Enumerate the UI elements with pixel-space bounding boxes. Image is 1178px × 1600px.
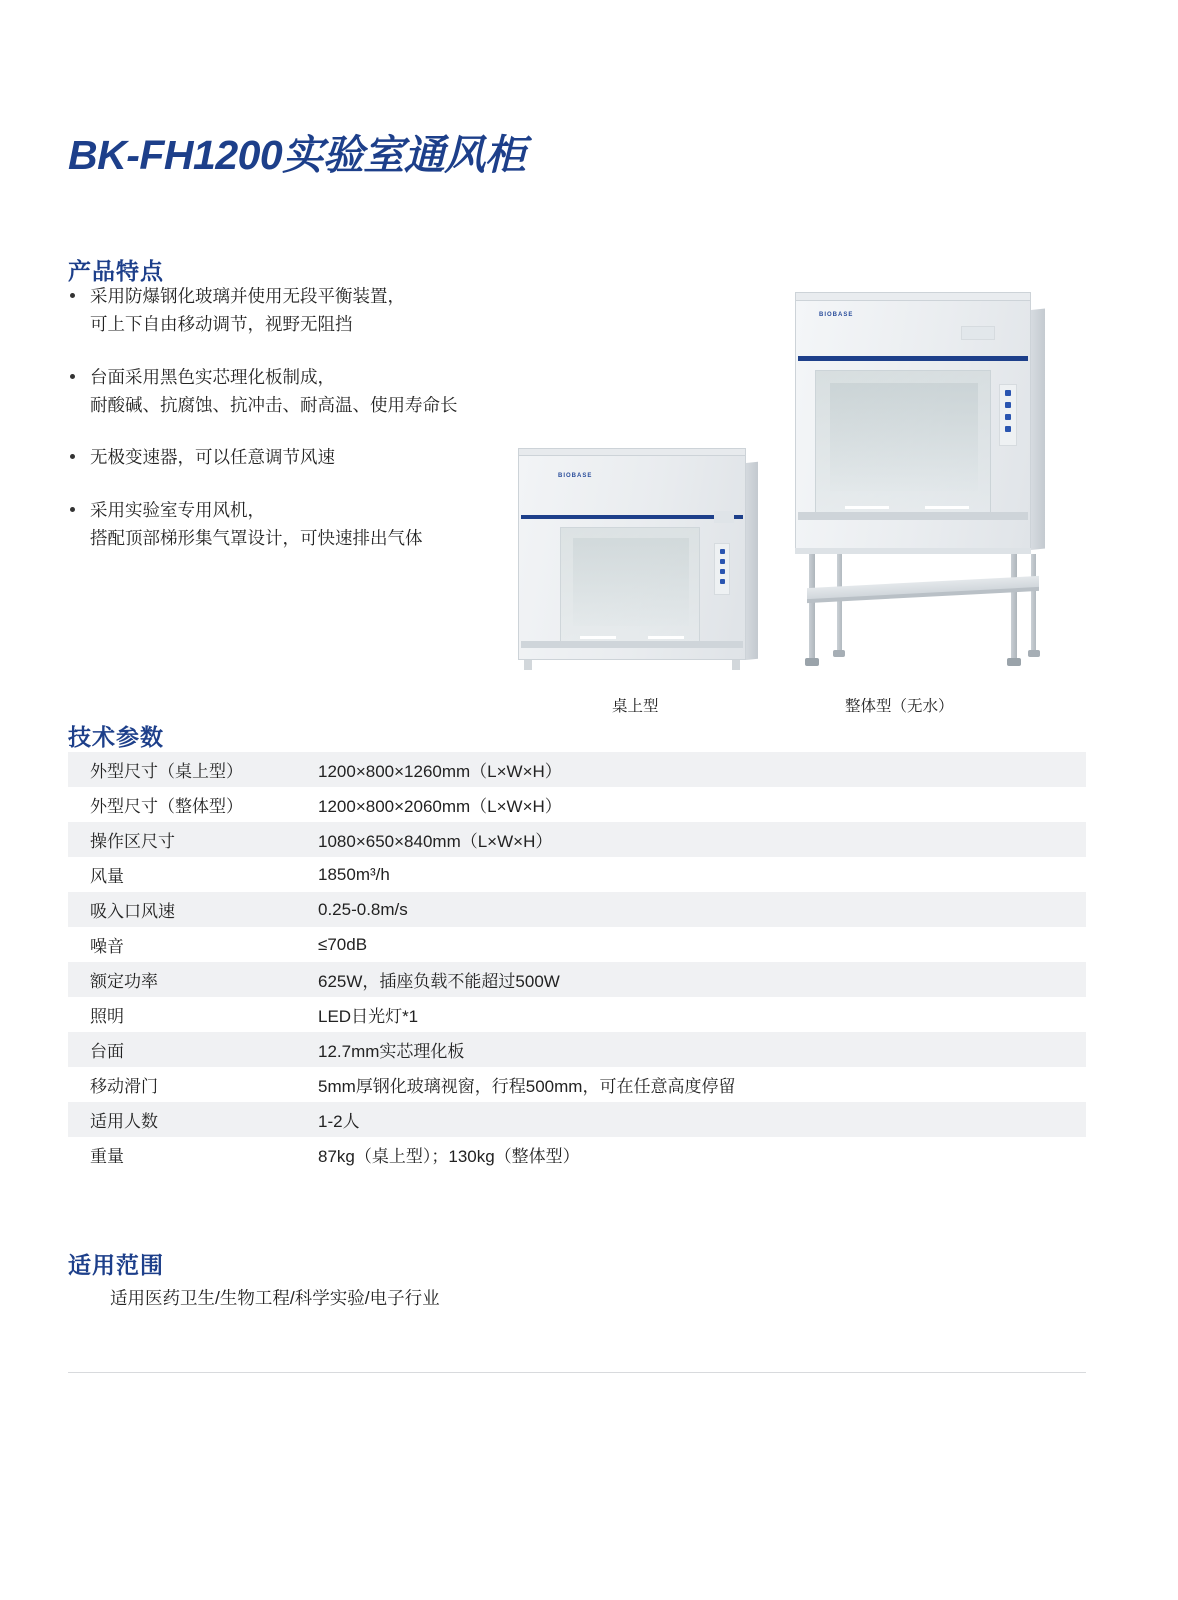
control-button-icon xyxy=(720,559,725,564)
control-button-icon xyxy=(720,579,725,584)
spec-value: 625W，插座负载不能超过500W xyxy=(318,972,560,991)
control-button-icon xyxy=(1005,426,1011,432)
control-button-icon xyxy=(1005,402,1011,408)
specs-section-heading: 技术参数 xyxy=(68,724,164,751)
table-row xyxy=(68,787,1086,822)
feature-line: 无极变速器，可以任意调节风速 xyxy=(90,447,335,468)
desktop-model-worktop xyxy=(521,641,743,648)
spec-key: 噪音 xyxy=(90,937,124,956)
full-model-glass-inner xyxy=(830,383,978,491)
table-row xyxy=(68,822,1086,857)
scope-section-heading: 适用范围 xyxy=(68,1252,164,1279)
full-model-foot xyxy=(805,658,819,666)
specifications-table xyxy=(68,752,1086,1172)
full-model-worktop xyxy=(798,512,1028,520)
caption-full-model: 整体型（无水） xyxy=(845,698,954,715)
table-row xyxy=(68,1067,1086,1102)
full-model-vent-slot xyxy=(925,506,969,509)
spec-value: 87kg（桌上型）；130kg（整体型） xyxy=(318,1147,580,1166)
spec-key: 移动滑门 xyxy=(90,1077,158,1096)
spec-key: 适用人数 xyxy=(90,1112,158,1131)
spec-key: 风量 xyxy=(90,867,124,886)
spec-value: 5mm厚钢化玻璃视窗，行程500mm，可在任意高度停留 xyxy=(318,1077,736,1096)
desktop-model-vent-slot xyxy=(580,636,616,639)
spec-key: 外型尺寸（桌上型） xyxy=(90,762,243,781)
control-button-icon xyxy=(720,549,725,554)
full-model-vent-slot xyxy=(845,506,889,509)
spec-key: 重量 xyxy=(90,1147,124,1166)
desktop-model-foot xyxy=(524,660,532,670)
full-model-illustration xyxy=(785,280,1045,680)
full-model-stand-leg xyxy=(1031,554,1036,652)
feature-line: 耐酸碱、抗腐蚀、抗冲击、耐高温、使用寿命长 xyxy=(90,395,458,416)
spec-value: 1200×800×2060mm（L×W×H） xyxy=(318,797,562,816)
desktop-model-glass-sash xyxy=(560,527,700,647)
desktop-model-foot xyxy=(732,660,740,670)
desktop-model-side-panel xyxy=(746,462,758,660)
feature-line: 搭配顶部梯形集气罩设计，可快速排出气体 xyxy=(90,528,423,549)
full-model-foot xyxy=(1028,650,1040,657)
table-row xyxy=(68,997,1086,1032)
table-row xyxy=(68,962,1086,997)
product-image xyxy=(500,280,1110,710)
full-model-base xyxy=(795,548,1031,554)
brand-logo: BIOBASE xyxy=(558,473,593,479)
spec-value: 12.7mm实芯理化板 xyxy=(318,1042,465,1061)
spec-key: 外型尺寸（整体型） xyxy=(90,797,243,816)
full-model-stand-leg xyxy=(1011,554,1017,660)
spec-key: 吸入口风速 xyxy=(90,902,175,921)
full-model-accent-stripe xyxy=(798,356,1028,361)
footer-divider xyxy=(68,1372,1086,1373)
spec-value: 1-2人 xyxy=(318,1112,360,1131)
spec-value: 1850m³/h xyxy=(318,864,390,884)
table-row xyxy=(68,1137,1086,1172)
table-row xyxy=(68,857,1086,892)
features-section-heading: 产品特点 xyxy=(68,258,164,285)
spec-value: ≤70dB xyxy=(318,934,368,954)
spec-value: 1080×650×840mm（L×W×H） xyxy=(318,832,553,851)
spec-key: 照明 xyxy=(90,1007,124,1026)
feature-line: 台面采用黑色实芯理化板制成， xyxy=(90,366,335,387)
full-model-stand-leg xyxy=(837,554,842,652)
feature-line: 采用防爆钢化玻璃并使用无段平衡装置， xyxy=(90,286,405,306)
control-button-icon xyxy=(720,569,725,574)
desktop-model-vent-slot xyxy=(648,636,684,639)
spec-value: 1200×800×1260mm（L×W×H） xyxy=(318,762,562,781)
full-model-side-panel xyxy=(1031,309,1045,550)
full-model-stand-leg xyxy=(809,554,815,660)
table-row xyxy=(68,1102,1086,1137)
feature-line: 采用实验室专用风机， xyxy=(90,499,265,520)
spec-key: 操作区尺寸 xyxy=(90,832,175,851)
control-button-icon xyxy=(1005,390,1011,396)
spec-key: 额定功率 xyxy=(90,972,158,991)
control-button-icon xyxy=(1005,414,1011,420)
full-model-label-sticker xyxy=(961,326,995,340)
caption-desktop-model: 桌上型 xyxy=(612,698,659,715)
scope-text: 适用医药卫生/生物工程/科学实验/电子行业 xyxy=(110,1288,440,1308)
table-row xyxy=(68,1032,1086,1067)
desktop-model-accent-stripe xyxy=(521,515,743,519)
desktop-model-glass-inner xyxy=(573,538,689,626)
table-row xyxy=(68,927,1086,962)
full-model-foot xyxy=(1007,658,1021,666)
page-title: BK-FH1200实验室通风柜 xyxy=(68,132,526,179)
spec-value: LED日光灯*1 xyxy=(318,1007,419,1026)
spec-value: 0.25-0.8m/s xyxy=(318,899,408,919)
feature-line: 可上下自由移动调节，视野无阻挡 xyxy=(90,314,353,335)
table-row xyxy=(68,752,1086,787)
brand-logo: BIOBASE xyxy=(819,312,854,318)
desktop-model-label-sticker xyxy=(714,511,734,523)
table-row xyxy=(68,892,1086,927)
spec-key: 台面 xyxy=(90,1042,124,1061)
desktop-model-illustration xyxy=(518,455,758,670)
full-model-glass-sash xyxy=(815,370,991,518)
full-model-foot xyxy=(833,650,845,657)
